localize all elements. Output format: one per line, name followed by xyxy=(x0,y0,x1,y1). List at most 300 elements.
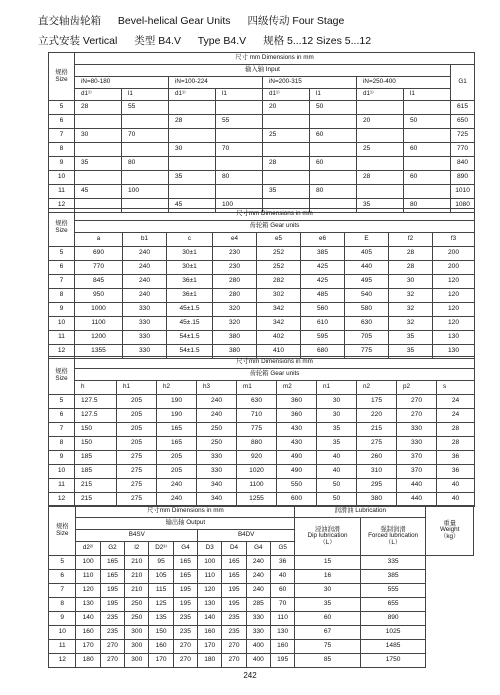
value-cell: 240 xyxy=(123,275,167,289)
value-cell: 36±1 xyxy=(167,275,213,289)
value-cell xyxy=(357,157,404,171)
value-cell: 205 xyxy=(117,409,157,423)
value-cell: 430 xyxy=(277,423,317,437)
value-cell: 36 xyxy=(437,465,475,479)
column-header: D3 xyxy=(198,542,222,556)
value-cell: 270 xyxy=(222,654,246,668)
value-cell: 28 xyxy=(389,247,433,261)
value-cell: 80 xyxy=(310,185,357,199)
value-cell: 282 xyxy=(257,275,301,289)
size-cell: 8 xyxy=(49,598,76,612)
value-cell: 40 xyxy=(317,451,357,465)
size-cell: 7 xyxy=(49,423,75,437)
value-cell: 120 xyxy=(76,584,100,598)
size-header: 规格 Size xyxy=(49,506,76,556)
value-cell: 30±1 xyxy=(167,247,213,261)
header-row xyxy=(49,65,475,77)
value-cell: 215 xyxy=(75,479,117,493)
size-cell: 9 xyxy=(49,303,75,317)
size-cell: 10 xyxy=(49,626,76,640)
header-row xyxy=(49,381,475,395)
value-cell: 80 xyxy=(216,171,263,185)
value-cell: 320 xyxy=(213,303,257,317)
value-cell: 160 xyxy=(270,640,294,654)
value-cell: 36±1 xyxy=(167,289,213,303)
size-cell: 6 xyxy=(49,261,75,275)
value-cell: 270 xyxy=(100,640,124,654)
value-cell: 15 xyxy=(295,556,361,570)
value-cell: 240 xyxy=(246,584,270,598)
size-cell: 5 xyxy=(49,101,75,115)
value-cell: 270 xyxy=(100,654,124,668)
value-cell: 235 xyxy=(173,626,197,640)
value-cell xyxy=(263,143,310,157)
value-cell: 130 xyxy=(270,626,294,640)
ratio-range-header: iN=200-315 xyxy=(263,77,357,89)
value-cell: 235 xyxy=(100,626,124,640)
value-cell: 370 xyxy=(397,465,437,479)
column-header: s xyxy=(437,381,475,395)
value-cell: 300 xyxy=(125,654,149,668)
header-row xyxy=(49,77,475,89)
value-cell xyxy=(169,185,216,199)
value-cell: 100 xyxy=(122,185,169,199)
value-cell: 50 xyxy=(310,101,357,115)
size-cell: 9 xyxy=(49,612,76,626)
value-cell: 235 xyxy=(100,612,124,626)
value-cell: 185 xyxy=(75,465,117,479)
size-cell: 11 xyxy=(49,479,75,493)
value-cell: 170 xyxy=(149,654,173,668)
column-header: E xyxy=(345,233,389,247)
size-cell: 5 xyxy=(49,247,75,261)
value-cell: 775 xyxy=(345,345,389,359)
value-cell xyxy=(122,171,169,185)
value-cell: 440 xyxy=(397,493,437,507)
column-header: d1¹⁾ xyxy=(263,89,310,101)
value-cell: 385 xyxy=(360,570,426,584)
size-cell: 7 xyxy=(49,275,75,289)
value-cell: 950 xyxy=(75,289,123,303)
column-header: d1¹⁾ xyxy=(357,89,404,101)
value-cell: 135 xyxy=(149,612,173,626)
value-cell: 320 xyxy=(213,317,257,331)
value-cell: 330 xyxy=(123,317,167,331)
header-row xyxy=(49,506,474,518)
value-cell: 110 xyxy=(270,612,294,626)
size-cell: 9 xyxy=(49,451,75,465)
input-shaft-table xyxy=(48,52,475,213)
value-cell: 36 xyxy=(270,556,294,570)
table-row xyxy=(49,317,475,331)
size-cell: 12 xyxy=(49,199,75,213)
value-cell: 85 xyxy=(295,654,361,668)
value-cell: 60 xyxy=(270,584,294,598)
value-cell: 430 xyxy=(277,437,317,451)
value-cell: 50 xyxy=(317,493,357,507)
table-row xyxy=(49,479,475,493)
input-header: 输入轴 Input xyxy=(75,65,451,77)
value-cell: 580 xyxy=(345,303,389,317)
value-cell: 195 xyxy=(222,598,246,612)
value-cell: 20 xyxy=(357,115,404,129)
table-row xyxy=(49,129,475,143)
table-row xyxy=(49,261,475,275)
column-header: a xyxy=(75,233,123,247)
value-cell xyxy=(404,185,451,199)
page-number: 242 xyxy=(243,671,257,680)
size-cell: 8 xyxy=(49,289,75,303)
table-row xyxy=(49,451,475,465)
value-cell: 385 xyxy=(301,247,345,261)
value-cell: 1355 xyxy=(75,345,123,359)
forced-lubrication-header: 强制润滑 Forced lubrication （L） xyxy=(360,518,426,556)
value-cell: 195 xyxy=(222,584,246,598)
value-cell: 380 xyxy=(213,331,257,345)
value-cell: 680 xyxy=(301,345,345,359)
size-cell: 5 xyxy=(49,556,76,570)
value-cell xyxy=(310,115,357,129)
value-cell: 610 xyxy=(301,317,345,331)
header-row xyxy=(49,89,475,101)
value-cell: 650 xyxy=(451,115,475,129)
value-cell: 840 xyxy=(451,157,475,171)
value-cell: 165 xyxy=(157,437,197,451)
column-header: b1 xyxy=(123,233,167,247)
value-cell: 30 xyxy=(317,395,357,409)
value-cell: 150 xyxy=(149,626,173,640)
column-header: e6 xyxy=(301,233,345,247)
column-header: n1 xyxy=(317,381,357,395)
value-cell: 550 xyxy=(277,479,317,493)
value-cell: 28 xyxy=(357,171,404,185)
value-cell: 425 xyxy=(301,261,345,275)
table-row xyxy=(49,395,475,409)
value-cell: 1100 xyxy=(237,479,277,493)
size-cell: 11 xyxy=(49,185,75,199)
size-header: 规格 Size xyxy=(49,53,75,101)
value-cell: 330 xyxy=(197,465,237,479)
value-cell: 80 xyxy=(122,157,169,171)
value-cell: 920 xyxy=(237,451,277,465)
value-cell: 190 xyxy=(157,395,197,409)
value-cell: 140 xyxy=(198,612,222,626)
b4dv-header: B4DV xyxy=(198,530,295,542)
value-cell: 270 xyxy=(173,640,197,654)
value-cell: 28 xyxy=(263,157,310,171)
value-cell: 130 xyxy=(76,598,100,612)
value-cell: 36 xyxy=(437,451,475,465)
value-cell: 55 xyxy=(216,115,263,129)
gear-unit-table-2 xyxy=(48,356,475,507)
column-header: n2 xyxy=(357,381,397,395)
table-row xyxy=(49,247,475,261)
value-cell: 80 xyxy=(404,199,451,213)
value-cell: 300 xyxy=(125,640,149,654)
value-cell: 32 xyxy=(389,303,433,317)
value-cell: 630 xyxy=(345,317,389,331)
value-cell: 270 xyxy=(173,654,197,668)
value-cell: 540 xyxy=(345,289,389,303)
value-cell: 60 xyxy=(404,143,451,157)
value-cell: 45±1.5 xyxy=(167,303,213,317)
value-cell: 35 xyxy=(263,185,310,199)
size-cell: 8 xyxy=(49,437,75,451)
value-cell: 195 xyxy=(173,598,197,612)
value-cell xyxy=(169,157,216,171)
column-header: f2 xyxy=(389,233,433,247)
size-cell: 6 xyxy=(49,570,76,584)
table-row xyxy=(49,409,475,423)
column-header: h3 xyxy=(197,381,237,395)
value-cell: 490 xyxy=(277,451,317,465)
value-cell: 1000 xyxy=(75,303,123,317)
ratio-range-header: iN=100-224 xyxy=(169,77,263,89)
g1-header: G1 xyxy=(451,65,475,101)
value-cell: 190 xyxy=(157,409,197,423)
value-cell xyxy=(310,171,357,185)
value-cell: 32 xyxy=(389,317,433,331)
value-cell: 60 xyxy=(404,171,451,185)
value-cell: 240 xyxy=(123,289,167,303)
table-row xyxy=(49,570,474,584)
output-shaft-table xyxy=(48,505,474,668)
dimensions-header: 尺寸 mm Dimensions in mm xyxy=(75,53,475,65)
value-cell: 880 xyxy=(237,437,277,451)
value-cell: 845 xyxy=(75,275,123,289)
value-cell: 110 xyxy=(76,570,100,584)
value-cell: 270 xyxy=(222,640,246,654)
value-cell xyxy=(263,171,310,185)
value-cell: 275 xyxy=(357,437,397,451)
column-header: h1 xyxy=(117,381,157,395)
value-cell: 195 xyxy=(100,598,124,612)
column-header: h2 xyxy=(157,381,197,395)
title-en: Bevel-helical Gear Units xyxy=(117,15,231,27)
value-cell: 165 xyxy=(222,556,246,570)
value-cell: 130 xyxy=(433,345,475,359)
gear-unit-table-1 xyxy=(48,208,475,359)
table-row xyxy=(49,654,474,668)
value-cell xyxy=(310,143,357,157)
header-row xyxy=(49,53,475,65)
value-cell: 342 xyxy=(257,303,301,317)
value-cell: 215 xyxy=(357,423,397,437)
output-header: 输出轴 Output xyxy=(76,518,295,530)
value-cell: 150 xyxy=(75,423,117,437)
ratio-range-header: iN=250-400 xyxy=(357,77,451,89)
value-cell: 330 xyxy=(397,437,437,451)
value-cell: 205 xyxy=(117,437,157,451)
title-line-2 xyxy=(38,33,385,48)
value-cell: 160 xyxy=(149,640,173,654)
value-cell: 330 xyxy=(246,626,270,640)
value-cell: 240 xyxy=(197,409,237,423)
value-cell: 250 xyxy=(125,612,149,626)
value-cell: 30 xyxy=(317,409,357,423)
value-cell xyxy=(169,101,216,115)
b4sv-header: B4SV xyxy=(76,530,198,542)
value-cell: 160 xyxy=(76,626,100,640)
sizes-label: 规格 5...12 Sizes 5...12 xyxy=(263,35,372,47)
value-cell: 50 xyxy=(317,479,357,493)
size-cell: 12 xyxy=(49,493,75,507)
value-cell: 775 xyxy=(237,423,277,437)
value-cell: 335 xyxy=(360,556,426,570)
header-row xyxy=(49,369,475,381)
value-cell: 28 xyxy=(389,261,433,275)
value-cell: 425 xyxy=(301,275,345,289)
size-cell: 5 xyxy=(49,395,75,409)
value-cell: 770 xyxy=(451,143,475,157)
weight-header: 重量 Weight （kg） xyxy=(426,506,474,556)
value-cell: 180 xyxy=(76,654,100,668)
value-cell: 70 xyxy=(122,129,169,143)
type-en: Type B4.V xyxy=(197,35,247,47)
value-cell: 220 xyxy=(357,409,397,423)
value-cell: 35 xyxy=(357,199,404,213)
value-cell: 45±.15 xyxy=(167,317,213,331)
value-cell: 30 xyxy=(75,129,122,143)
size-cell: 9 xyxy=(49,157,75,171)
value-cell: 165 xyxy=(222,570,246,584)
table-row xyxy=(49,115,475,129)
value-cell: 195 xyxy=(173,584,197,598)
table-row xyxy=(49,185,475,199)
column-header: p2 xyxy=(397,381,437,395)
column-header: G4 xyxy=(173,542,197,556)
value-cell xyxy=(404,101,451,115)
value-cell: 127.5 xyxy=(75,409,117,423)
value-cell: 240 xyxy=(197,395,237,409)
value-cell: 35 xyxy=(75,157,122,171)
value-cell: 175 xyxy=(357,395,397,409)
size-cell: 11 xyxy=(49,640,76,654)
column-header: G4 xyxy=(246,542,270,556)
value-cell: 170 xyxy=(76,640,100,654)
size-cell: 10 xyxy=(49,317,75,331)
value-cell: 67 xyxy=(295,626,361,640)
stage-label: 四级传动 Four Stage xyxy=(247,15,345,27)
header-row xyxy=(49,233,475,247)
mount-label: 立式安装 Vertical xyxy=(38,35,118,47)
value-cell: 30 xyxy=(169,143,216,157)
value-cell: 130 xyxy=(198,598,222,612)
value-cell: 1080 xyxy=(451,199,475,213)
value-cell: 400 xyxy=(246,640,270,654)
value-cell: 595 xyxy=(301,331,345,345)
size-header: 规格 Size xyxy=(49,357,75,395)
value-cell xyxy=(216,129,263,143)
value-cell: 440 xyxy=(345,261,389,275)
value-cell: 1025 xyxy=(360,626,426,640)
value-cell: 600 xyxy=(277,493,317,507)
value-cell: 45 xyxy=(75,185,122,199)
value-cell: 100 xyxy=(216,199,263,213)
value-cell xyxy=(122,115,169,129)
value-cell: 380 xyxy=(213,345,257,359)
value-cell xyxy=(75,171,122,185)
value-cell: 655 xyxy=(360,598,426,612)
value-cell: 250 xyxy=(125,598,149,612)
value-cell: 240 xyxy=(123,247,167,261)
value-cell: 210 xyxy=(125,556,149,570)
value-cell: 405 xyxy=(345,247,389,261)
header-row xyxy=(49,209,475,221)
table-row xyxy=(49,423,475,437)
value-cell: 490 xyxy=(277,465,317,479)
value-cell: 890 xyxy=(360,612,426,626)
value-cell: 165 xyxy=(157,423,197,437)
value-cell: 215 xyxy=(75,493,117,507)
value-cell: 127.5 xyxy=(75,395,117,409)
value-cell xyxy=(357,101,404,115)
size-cell: 11 xyxy=(49,331,75,345)
value-cell: 235 xyxy=(222,626,246,640)
dip-lubrication-header: 浸油润滑 Dip lubrication （L） xyxy=(295,518,361,556)
value-cell: 24 xyxy=(437,409,475,423)
column-header: l2 xyxy=(125,542,149,556)
table-row xyxy=(49,275,475,289)
size-cell: 10 xyxy=(49,171,75,185)
column-header: D2³⁾ xyxy=(149,542,173,556)
value-cell: 330 xyxy=(123,331,167,345)
value-cell: 200 xyxy=(433,247,475,261)
column-header: m1 xyxy=(237,381,277,395)
value-cell: 400 xyxy=(246,654,270,668)
table-row xyxy=(49,289,475,303)
value-cell: 630 xyxy=(237,395,277,409)
table-row xyxy=(49,437,475,451)
column-header: l1 xyxy=(216,89,263,101)
table-row xyxy=(49,598,474,612)
value-cell: 120 xyxy=(433,303,475,317)
value-cell: 30 xyxy=(295,584,361,598)
value-cell: 28 xyxy=(437,423,475,437)
table-row xyxy=(49,143,475,157)
column-header: m2 xyxy=(277,381,317,395)
value-cell: 360 xyxy=(277,409,317,423)
value-cell: 16 xyxy=(295,570,361,584)
value-cell: 70 xyxy=(270,598,294,612)
size-cell: 10 xyxy=(49,465,75,479)
value-cell: 410 xyxy=(257,345,301,359)
value-cell: 275 xyxy=(117,451,157,465)
column-header: l1 xyxy=(122,89,169,101)
value-cell: 210 xyxy=(125,584,149,598)
value-cell: 170 xyxy=(198,640,222,654)
table-row xyxy=(49,556,474,570)
value-cell: 402 xyxy=(257,331,301,345)
value-cell: 100 xyxy=(198,556,222,570)
value-cell: 40 xyxy=(317,465,357,479)
column-header: d1¹⁾ xyxy=(169,89,216,101)
value-cell: 275 xyxy=(117,493,157,507)
value-cell: 160 xyxy=(198,626,222,640)
value-cell: 1020 xyxy=(237,465,277,479)
value-cell: 615 xyxy=(451,101,475,115)
value-cell: 270 xyxy=(397,409,437,423)
value-cell xyxy=(404,129,451,143)
column-header: c xyxy=(167,233,213,247)
value-cell: 252 xyxy=(257,247,301,261)
value-cell: 280 xyxy=(213,289,257,303)
value-cell: 130 xyxy=(433,331,475,345)
value-cell: 260 xyxy=(357,451,397,465)
table-row xyxy=(49,626,474,640)
value-cell: 230 xyxy=(213,247,257,261)
value-cell: 120 xyxy=(433,289,475,303)
